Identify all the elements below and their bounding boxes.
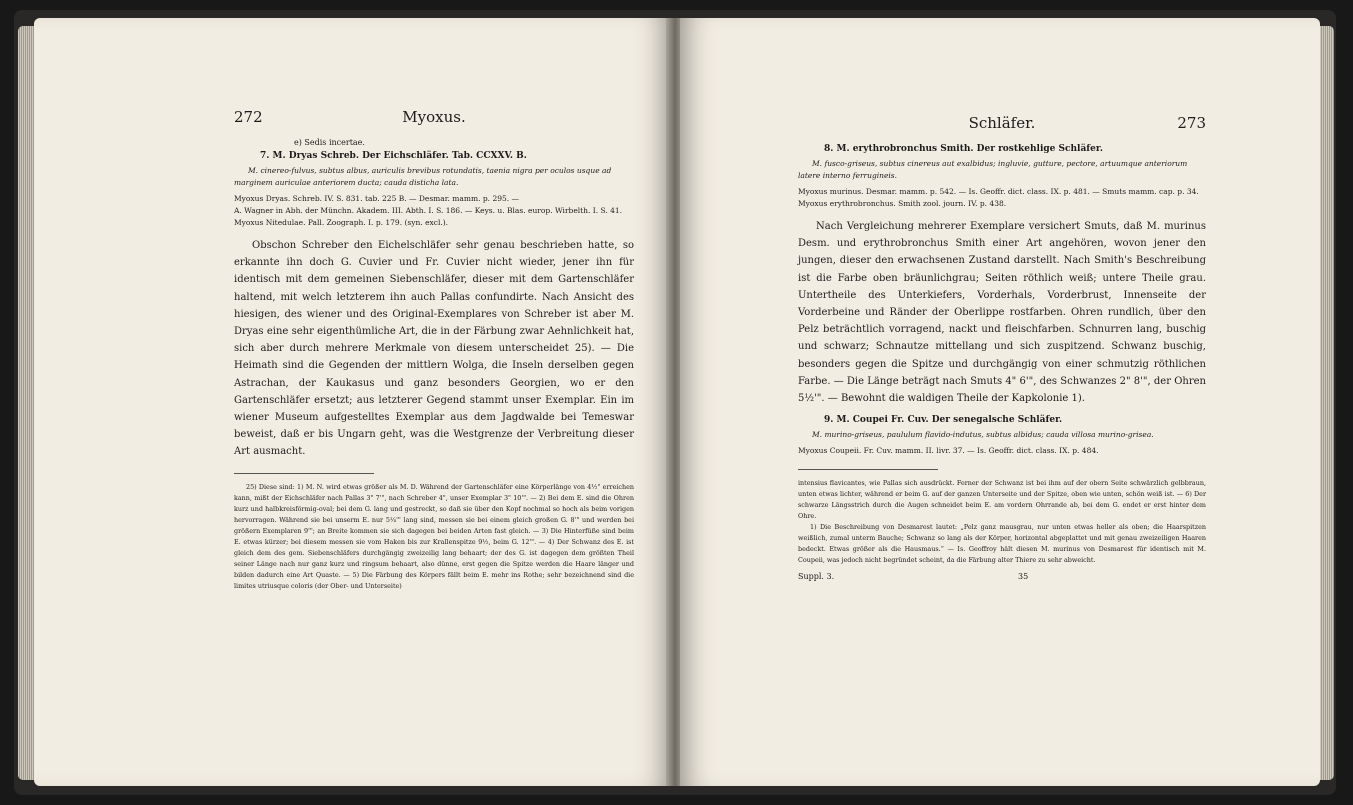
- entry-9-synonym: Myoxus Coupeii. Fr. Cuv. mamm. II. livr. 37. — Is. Geoffr. dict. class. IX. p. 484.: [798, 446, 1099, 456]
- entry-9-diagnosis: M. murino-griseus, paululum flavido-indutus, subtus albidus; cauda villosa murino-grisea.: [812, 430, 1154, 440]
- signature-line: [798, 572, 1206, 584]
- entry-7-synonym: Myoxus Nitedulae. Pall. Zoograph. I. p. 179. (syn. excl.).: [234, 218, 449, 227]
- entry-7-body: Obschon Schreber den Eichelschläfer sehr genau beschrieben hatte, so erkannte ihn doch G. Cuvier und Fr. Cuvier nicht wieder, jener ihn für identisch mit dem gemeinen Siebenschläfer, dieser mit dem Gartenschläfer haltend, mit welch letzterem ihn auch Pallas confundirte. Nach Ansicht des hiesigen, des wiener und des Original-Exemplares von Schreber ist aber M. Dryas eine sehr eigenthümliche Art, die in der Färbung zwar Aehnlichkeit hat, sich aber durch mehrere Merkmale von diesem unterscheidet 25). — Die Heimath sind die Gegenden der mittlern Wolga, die Inseln derselben gegen Astrachan, der Kaukasus und ganz besonders Georgien, wo er den Gartenschläfer ersetzt; aus letzterer Gegend stammt unser Exemplar. Ein im wiener Museum aufgestelltes Exemplar aus dem Jagdwalde bei Temeswar beweist, daß er bis Ungarn geht, was die Westgrenze der Verbreitung dieser Art ausmacht.: [234, 240, 634, 458]
- entry-8-synonym: Myoxus erythrobronchus. Smith zool. journ. IV. p. 438.: [798, 199, 1007, 208]
- entry-8-diagnosis: M. fusco-griseus, subtus cinereus aut exalbidus; ingluvie, gutture, pectore, artuumque anteriorum latere interno ferrugineis.: [798, 159, 1188, 180]
- page-stack-right: [1318, 26, 1334, 780]
- right-page: [680, 18, 1320, 786]
- right-running-head: Schläfer.: [968, 114, 1036, 132]
- left-page: [34, 18, 670, 786]
- footnote-25-continued: intensius flavicantes, wie Pallas sich ausdrückt. Ferner der Schwanz ist bei ihm auf der obern Seite schwärzlich gelbbraun, unten etwas lichter, während er beim G. auf der ganzen Unterseite und der Spitze, oben wie unten, schön weiß ist. — 6) Der schwarze Längsstrich durch die Augen schneidet beim E. am vordern Ohrrande ab, bei dem G. endet er erst hinter dem Ohre.: [798, 479, 1206, 521]
- footnote-1: 1) Die Beschreibung von Desmarest lautet: „Pelz ganz mausgrau, nur unten etwas heller als oben; die Haarspitzen weißlich, zumal unterm Bauche; Schwanz so lang als der Körper, horizontal abgeplattet und mit genau zweizeiligen Haaren bedeckt. Etwas größer als die Hausmaus.“ — Is. Geoffroy hält diesen M. murinus von Desmarest für identisch mit M. Coupeii, was jedoch nicht begründet scheint, da die Färbung alter Thiere zu sehr abweicht.: [798, 523, 1206, 565]
- entry-8-synonym: Myoxus murinus. Desmar. mamm. p. 542. — Is. Geoffr. dict. class. IX. p. 481. — Smuts mamm. cap. p. 34.: [798, 187, 1199, 196]
- right-header: [798, 114, 1206, 136]
- left-header: [234, 108, 634, 130]
- left-page-number: 272: [234, 108, 263, 126]
- footnote-rule: [234, 473, 374, 474]
- entry-7-diagnosis: M. cinereo-fulvus, subtus albus, auriculis brevibus rotundatis, taenia nigra per oculos usque ad marginem auriculae anteriorem ducta; cauda disticha lata.: [234, 166, 612, 187]
- entry-9-title: 9. M. Coupei Fr. Cuv. Der senegalsche Schläfer.: [824, 415, 1063, 426]
- entry-7-title: 7. M. Dryas Schreb. Der Eichschläfer. Tab. CCXXV. B.: [260, 151, 527, 161]
- entry-8-title: 8. M. erythrobronchus Smith. Der rostkehlige Schläfer.: [824, 144, 1103, 154]
- section-label: e) Sedis incertae.: [294, 138, 365, 147]
- entry-8-body: Nach Vergleichung mehrerer Exemplare versichert Smuts, daß M. murinus Desm. und erythrobronchus Smith einer Art angehören, wovon jener den jungen, dieser den erwachsenen Zustand darstellt. Nach Smith's Beschreibung ist die Farbe oben bräunlichgrau; Seiten röthlich weiß; untere Theile grau. Untertheile des Unterkiefers, Vorderhals, Vorderbrust, Innenseite der Vorderbeine und Ränder der Oberlippe rostfarben. Ohren rundlich, über den Pelz beträchtlich vorragend, nackt und fleischfarben. Schnurren lang, buschig und schwarz; Schnautze mittellang und sich zuspitzend. Schwanz buschig, besonders gegen die Spitze und durchgängig von einer schmutzig röthlichen Farbe. — Die Länge beträgt nach Smuts 4" 6'", des Schwanzes 2" 8'", der Ohren 5½'". — Bewohnt die waldigen Theile der Kapkolonie 1).: [798, 221, 1206, 405]
- entry-7-synonym: A. Wagner in Abh. der Münchn. Akadem. III. Abth. I. S. 186. — Keys. u. Blas. europ. Wirbelth. I. S. 41.: [234, 206, 623, 215]
- sheet-number: 35: [1018, 572, 1029, 582]
- footnote-rule: [798, 469, 938, 470]
- footnote-25: 25) Diese sind: 1) M. N. wird etwas größer als M. D. Während der Gartenschläfer eine Körperlänge von 4½" erreichen kann, mißt der Eichschläfer nach Pallas 3" 7'", nach Schreber 4", unser Exemplar 3" 10'". — 2) Bei dem E. sind die Ohren kurz und halbkreisförmig-oval; bei dem G. lang und gestreckt, so daß sie über den Kopf nochmal so hoch als beim vorigen hervorragen. Während sie bei unserm E. nur 5¼'" lang sind, messen sie bei einem gleich großen G. 8'" und werden bei größern Exemplaren 9'"; an Breite kommen sie sich dagegen bei beiden Arten fast gleich. — 3) Die Hinterfüße sind beim E. etwas kürzer; bei diesem messen sie vom Haken bis zur Krallenspitze 9½, beim G. 12'". — 4) Der Schwanz des E. ist gleich dem des gem. Siebenschläfers durchgängig zweizeilig lang behaart; der des G. ist dagegen dem größten Theil seiner Länge nach nur ganz kurz und ringsum behaart, also dünne, erst gegen die Spitze werden die Haare länger und bilden dadurch eine Art Quaste. — 5) Die Färbung des Körpers fällt beim E. mehr ins Rothe; sehr bezeichnend sind die limites utriusque coloris (der Ober- und Unterseite): [234, 482, 634, 590]
- entry-7-synonym: Myoxus Dryas. Schreb. IV. S. 831. tab. 225 B. — Desmar. mamm. p. 295. —: [234, 194, 520, 203]
- signature-mark: Suppl. 3.: [798, 572, 835, 582]
- right-page-number: 273: [1177, 114, 1206, 132]
- left-running-head: Myoxus.: [402, 108, 466, 126]
